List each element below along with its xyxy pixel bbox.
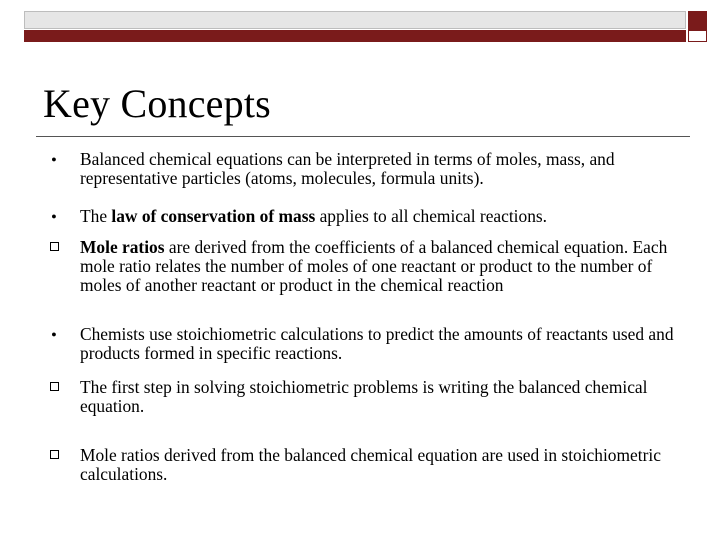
item-text: Chemists use stoichiometric calculations to predict the amounts of reactants used and products formed in specific reactions. (80, 324, 674, 363)
item-text-rest: applies to all chemical reactions. (315, 206, 548, 226)
item-bold-text: law of conservation of mass (111, 206, 316, 226)
list-item (80, 207, 676, 226)
bullet-box-icon (50, 382, 59, 391)
item-text: Balanced chemical equations can be interpreted in terms of moles, mass, and representative particles (atoms, molecules, formula units). (80, 149, 615, 188)
item-text: The first step in solving stoichiometric problems is writing the balanced chemical equation. (80, 377, 648, 416)
list-item (80, 325, 676, 363)
header-corner-square (688, 11, 707, 30)
bullet-box-icon (50, 450, 59, 459)
list-item (80, 446, 676, 484)
title-divider (36, 136, 690, 137)
header-corner-outline-square (688, 30, 707, 42)
list-item (80, 150, 676, 188)
bullet-dot-icon: ● (51, 329, 57, 339)
bullet-box-icon (50, 242, 59, 251)
bullet-dot-icon: ● (51, 211, 57, 221)
item-text: The (80, 206, 112, 226)
slide-title: Key Concepts (43, 81, 271, 126)
item-text: Mole ratios derived from the balanced chemical equation are used in stoichiometric calculations. (80, 445, 661, 484)
item-text-rest: are derived from the coefficients of a balanced chemical equation. Each mole ratio relates the number of moles of one reactant or product to the number of moles of another reactant or product in the chemical reaction (80, 237, 668, 295)
list-item (80, 378, 676, 416)
header-accent-bar (24, 30, 686, 42)
list-item (80, 238, 676, 295)
header-gray-bar (24, 11, 686, 29)
bullet-dot-icon: ● (51, 154, 57, 164)
item-bold-text: Mole ratios (80, 237, 165, 257)
